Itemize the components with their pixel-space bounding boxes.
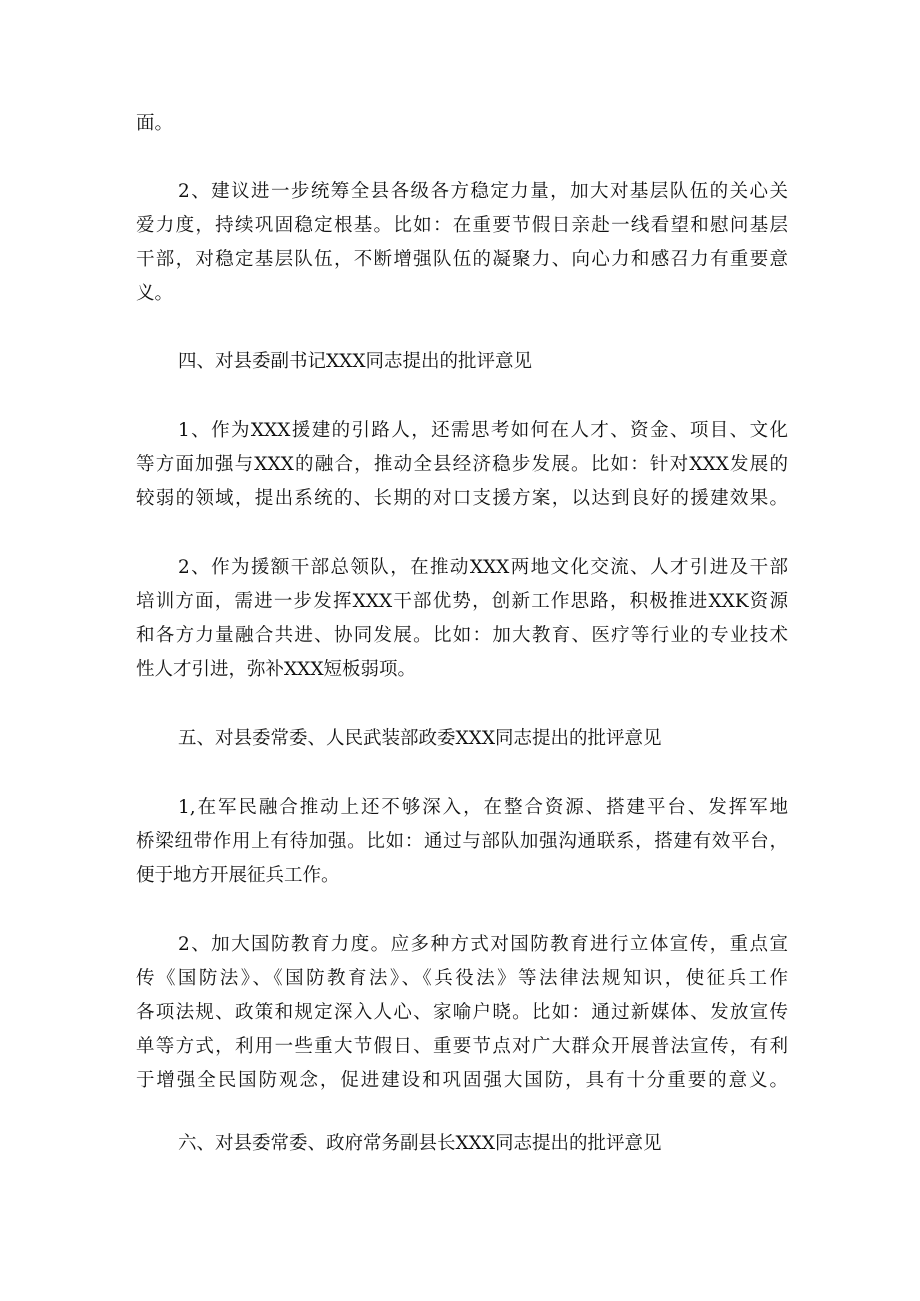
paragraph-line: 培训方面，需进一步发挥XXX干部优势，创新工作思路，积极推进XXK资源 xyxy=(136,591,788,612)
paragraph-line: 传《国防法》、《国防教育法》、《兵役法》等法律法规知识，使征兵工作 xyxy=(136,968,788,989)
paragraph-line: 义。 xyxy=(136,283,174,304)
section-heading-4: 四、对县委副书记XXX同志提出的批评意见 xyxy=(178,351,533,372)
paragraph-line: 单等方式，利用一些重大节假日、重要节点对广大群众开展普法宣传，有利 xyxy=(136,1036,788,1057)
paragraph-line: 1、作为XXX援建的引路人，还需思考如何在人才、资金、项目、文化 xyxy=(178,420,788,441)
paragraph-line: 各项法规、政策和规定深入人心、家喻户晓。比如：通过新媒体、发放宣传 xyxy=(136,1002,788,1023)
paragraph-line: 较弱的领域，提出系统的、长期的对口支援方案，以达到良好的援建效果。 xyxy=(136,488,788,509)
paragraph-line: 2、建议进一步统筹全县各级各方稳定力量，加大对基层队伍的关心关 xyxy=(178,181,788,202)
section-heading-5: 五、对县委常委、人民武装部政委XXX同志提出的批评意见 xyxy=(178,728,662,749)
paragraph-line: 2、加大国防教育力度。应多种方式对国防教育进行立体宣传，重点宣 xyxy=(178,934,788,955)
paragraph-line: 1,在军民融合推动上还不够深入，在整合资源、搭建平台、发挥军地 xyxy=(178,797,788,818)
paragraph-line: 桥梁纽带作用上有待加强。比如：通过与部队加强沟通联系，搭建有效平台， xyxy=(136,831,788,852)
paragraph-line: 等方面加强与XXX的融合，推动全县经济稳步发展。比如：针对XXX发展的 xyxy=(136,454,788,475)
paragraph-line: 干部，对稳定基层队伍，不断增强队伍的凝聚力、向心力和感召力有重要意 xyxy=(136,249,788,270)
paragraph-line: 爱力度，持续巩固稳定根基。比如：在重要节假日亲赴一线看望和慰问基层 xyxy=(136,215,788,236)
paragraph-line: 便于地方开展征兵工作。 xyxy=(136,865,340,886)
section-heading-6: 六、对县委常委、政府常务副县长XXX同志提出的批评意见 xyxy=(178,1133,662,1154)
paragraph-line: 于增强全民国防观念，促进建设和巩固强大国防，具有十分重要的意义。 xyxy=(136,1070,788,1091)
paragraph-line: 2、作为援额干部总领队，在推动XXX两地文化交流、人才引进及干部 xyxy=(178,557,788,578)
paragraph-line: 性人才引进，弥补XXX短板弱项。 xyxy=(136,659,417,680)
paragraph-line: 和各方力量融合共进、协同发展。比如：加大教育、医疗等行业的专业技术 xyxy=(136,625,788,646)
paragraph-fragment: 面。 xyxy=(136,113,174,134)
